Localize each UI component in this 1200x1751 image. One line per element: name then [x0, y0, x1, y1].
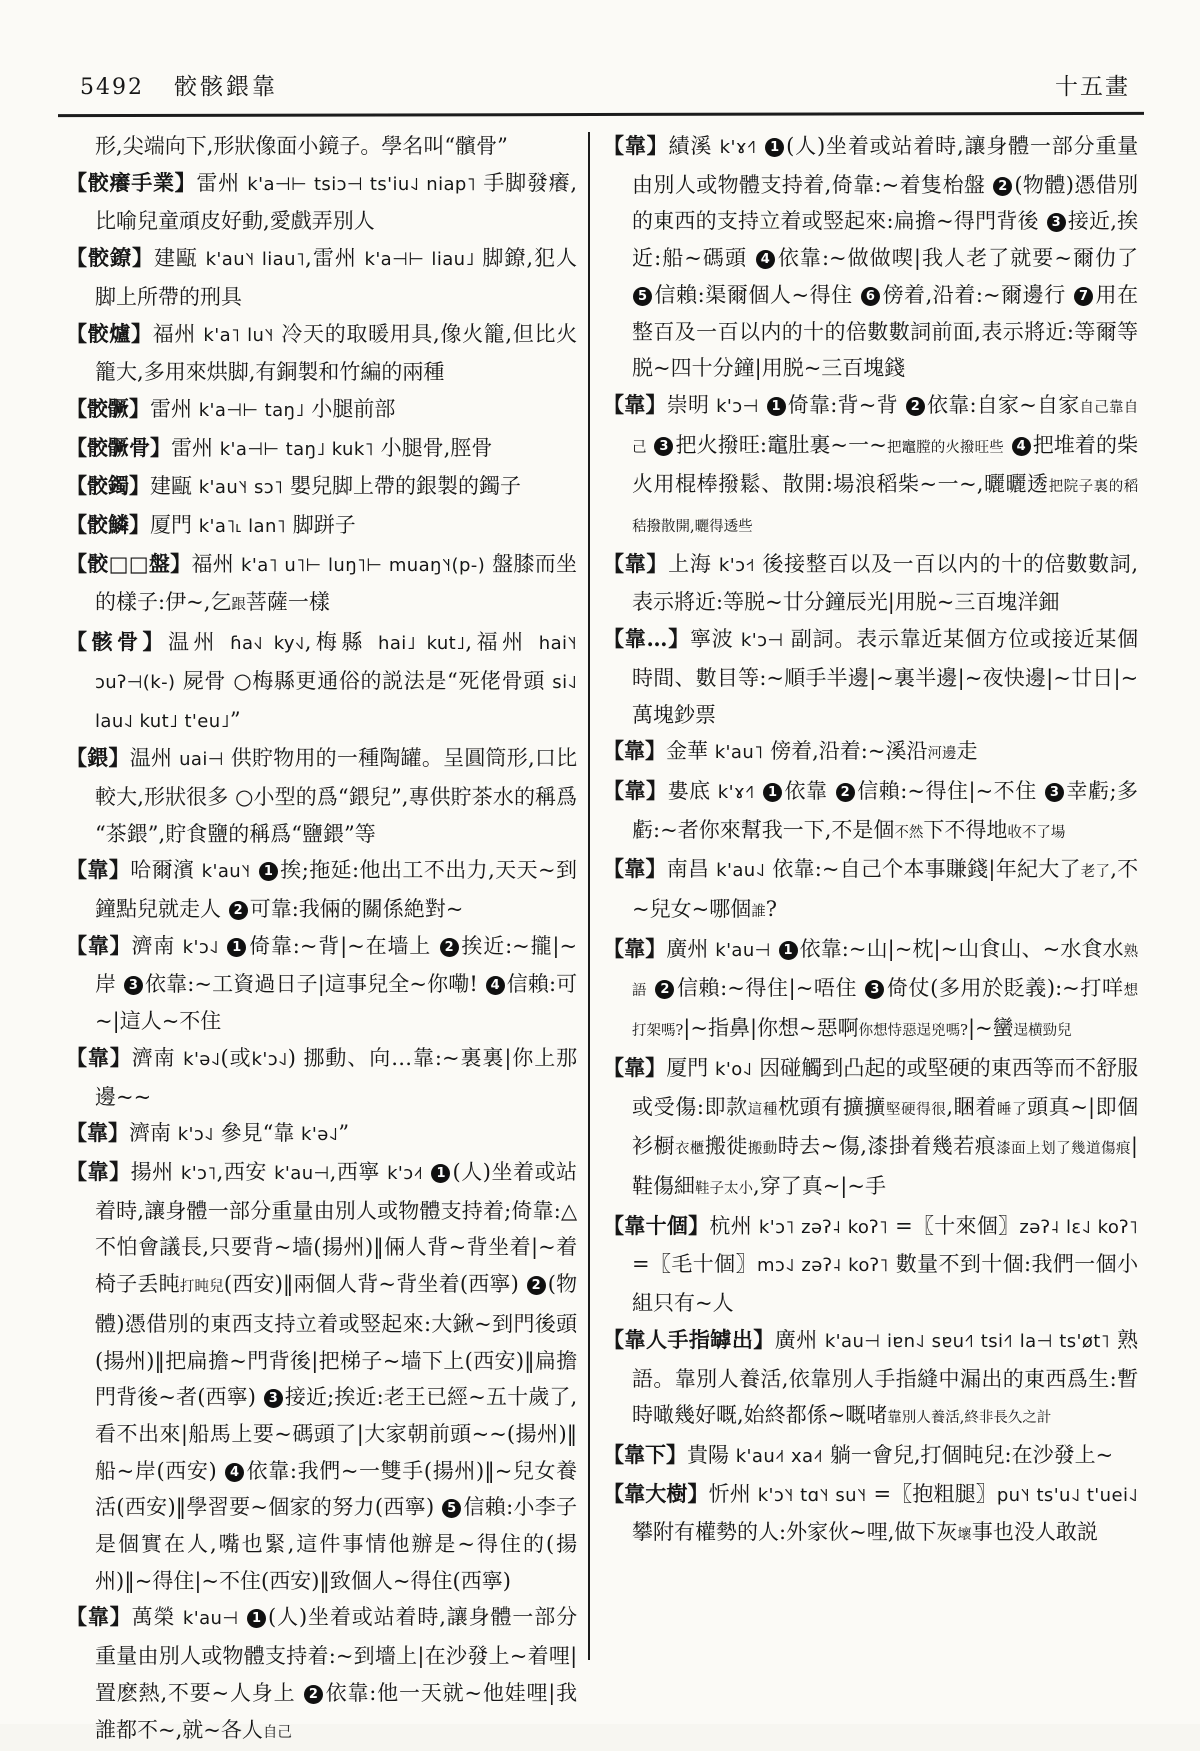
- dict-entry: [66, 316, 577, 391]
- dict-entry: [603, 733, 1138, 773]
- definition-text: 建甌: [150, 474, 192, 499]
- definition-text: 事也没人敢説: [971, 1520, 1098, 1545]
- definition-text: 婁底: [667, 778, 711, 803]
- definition-text: 枕頭有擴擴: [777, 1094, 886, 1119]
- small-gloss: 漆面上划了幾道傷痕: [996, 1141, 1131, 1158]
- pronunciation: mɔ˨˩ zəʔ˨ koʔ˥: [756, 1255, 889, 1277]
- small-gloss: 壞: [957, 1527, 972, 1544]
- definition-text: 福州: [191, 551, 235, 576]
- definition-text: 因碰觸到凸起的或堅硬的東西等而不舒服或受傷:即款: [632, 1055, 1139, 1119]
- small-gloss: 這種: [747, 1101, 778, 1118]
- pronunciation: k'au⊣: [274, 1162, 330, 1184]
- pronunciation: hai˥˧ ɔuʔ⊣(k-): [95, 633, 578, 693]
- small-gloss: 堅硬得很: [885, 1101, 947, 1118]
- definition-text: 1 挨;拖延:他出工不出力,天天~到鐘點兒就走人 2 可靠:我倆的關係絶對~: [95, 858, 578, 922]
- small-gloss: 老了: [1080, 864, 1111, 881]
- pronunciation: k'a˥ lu˥˧: [203, 324, 274, 346]
- sense-number: 2: [304, 1685, 323, 1704]
- pronunciation: hai˩ kut˩: [378, 633, 466, 655]
- pronunciation: k'ɔ˥: [180, 1162, 217, 1184]
- definition-text: 建甌: [153, 246, 198, 271]
- definition-text: 副詞。表示靠近某個方位或接近某個時間、數目等:~順手半邊|~裏半邊|~夜快邊|~廿日|~萬塊鈔票: [632, 627, 1139, 727]
- dict-entry: [603, 128, 1138, 387]
- headword: 【靠下】: [603, 1441, 687, 1467]
- small-gloss: 鞋子太小: [695, 1180, 753, 1197]
- sense-number: 3: [654, 437, 673, 456]
- headword: 【骹鱗】: [66, 512, 150, 538]
- pronunciation: k'au˥˧ sɔ˥: [198, 477, 284, 499]
- small-gloss: 把竈膛的火撥旺些: [886, 439, 1004, 456]
- definition-text: 攀附有權勢的人:外家伙~哩,做下灰: [632, 1520, 958, 1545]
- small-gloss: 誰: [751, 904, 766, 921]
- headword: 【靠】: [603, 856, 667, 882]
- definition-text: 1 (人)坐着或站着時,讓身體一部分重量由別人或物體支持着,倚靠:~着隻枱盤 2 (物體)憑借別的東西的支持立着或竪起來:扁擔~得門背後 3 接近,挨近:船~碼頭 4 依靠:~做做喫|我人老了就要~爾仂了 5 信賴:渠爾個人~得住 6 傍着,沿着:~爾邊行 7 用在整百及一百以内的十的倍數數詞前面,表示將近:等爾等脱~四十分鐘|用脱~三百塊錢: [632, 134, 1139, 381]
- headword: 【靠十個】: [603, 1212, 710, 1238]
- definition-text: ,福州: [465, 630, 528, 655]
- dict-entry: [66, 240, 577, 315]
- definition-text: 績溪: [668, 134, 713, 158]
- definition-text: 福州: [152, 321, 197, 346]
- small-gloss: 跟: [231, 597, 246, 614]
- sense-number: 1: [227, 938, 246, 957]
- sense-number: 2: [229, 901, 248, 920]
- dict-entry: [603, 546, 1138, 621]
- pronunciation: k'au˥˧: [201, 861, 251, 883]
- definition-text: 後接整百以及一百以内的十的倍數數詞,表示將近:等脱~廿分鐘辰光|用脱~三百塊洋鈿: [632, 551, 1139, 615]
- headword: 【骹癢手業】: [66, 169, 197, 195]
- column-divider: [588, 132, 590, 1660]
- definition-text: 南昌: [666, 857, 710, 882]
- dict-entry: [603, 621, 1138, 733]
- headword: 【骹□□盤】: [66, 550, 192, 576]
- dict-entry: [66, 1154, 577, 1599]
- pronunciation: k'ɔ˨˩: [177, 1124, 214, 1146]
- definition-text: 冷天的取暖用具,像火籠,但比火籠大,多用來烘脚,有銅製和竹編的兩種: [95, 321, 578, 385]
- sense-number: 3: [1045, 783, 1064, 802]
- dict-entry: [603, 387, 1138, 546]
- headword: 【骹爐】: [66, 320, 153, 346]
- definition-text: 菩薩一樣: [245, 590, 330, 615]
- definition-text: ?: [765, 897, 777, 922]
- small-gloss: 逞横勁兒: [1013, 1023, 1072, 1040]
- definition-text: 忻州: [708, 1481, 751, 1506]
- definition-text: 嬰兒脚上帶的銀製的鐲子: [290, 474, 521, 499]
- definition-text: 揚州: [130, 1159, 174, 1184]
- definition-text: 依靠:~自己个本事賺錢|年紀大了: [772, 857, 1081, 882]
- small-gloss: 你想恃惡逞兇嗎?: [858, 1023, 968, 1040]
- small-gloss: 自己: [262, 1724, 292, 1741]
- headword: 【靠】: [66, 857, 131, 883]
- dict-entry: [66, 852, 577, 927]
- definition-text: 熟語。靠別人養活,依靠別人手指縫中漏出的東西爲生:暫時噉幾好嘅,始終都係~嘅啫: [632, 1327, 1139, 1428]
- headword: 【靠】: [603, 550, 669, 576]
- headword: 【靠人手指罅出】: [603, 1326, 775, 1352]
- dict-entry: [603, 931, 1138, 1050]
- sense-number: 6: [861, 287, 880, 306]
- definition-text: 2 信賴:~得住|~唔住 3 倚仗(多用於貶義):~打咩: [647, 976, 1123, 1000]
- definition-text: ,不~兒女~哪個: [632, 857, 1139, 922]
- pronunciation: k'au˨˦ xa˨˦: [735, 1445, 824, 1467]
- definition-text: ,梅縣: [304, 630, 367, 655]
- definition-text: 崇明: [666, 392, 710, 417]
- definition-text: ”: [229, 707, 241, 732]
- pronunciation: k'ɔ˨˩: [251, 1048, 288, 1070]
- small-gloss: 收不了場: [1007, 824, 1066, 841]
- pronunciation: k'ɔ˨˦: [387, 1162, 424, 1184]
- small-gloss: 睡了: [996, 1101, 1028, 1118]
- dict-entry: [603, 1208, 1138, 1322]
- definition-text: 厦門: [150, 513, 192, 538]
- dict-entry: [66, 1599, 577, 1751]
- pronunciation: k'au˨˩: [716, 860, 766, 882]
- definition-text: 貴陽: [687, 1442, 729, 1467]
- headword: 【靠】: [66, 1120, 129, 1146]
- definition-text: |~指鼻|你想~惡啊: [683, 1016, 859, 1041]
- pronunciation: k'ɔ˧˦: [718, 554, 756, 576]
- page-number: 5492: [80, 75, 144, 100]
- definition-text: 金華: [666, 739, 708, 764]
- sense-number: 4: [1012, 437, 1031, 456]
- headword: 【靠】: [603, 1054, 667, 1080]
- small-gloss: 把院子裏的稻秸撥散開,曬得透些: [632, 479, 1139, 536]
- headword: 【骸骨】: [66, 629, 168, 655]
- sense-number: 1: [765, 138, 784, 157]
- pronunciation: k'ɔ˥ zəʔ˨ koʔ˥: [758, 1216, 889, 1238]
- definition-text: 傍着,沿着:~溪沿: [770, 739, 928, 764]
- dict-entry: [66, 546, 577, 624]
- small-gloss: 不然: [894, 824, 924, 841]
- definition-text: 哈爾濱: [130, 858, 195, 883]
- headword: 【鍡】: [66, 745, 130, 771]
- definition-text: ,西安: [216, 1159, 267, 1184]
- pronunciation: uai⊣: [179, 749, 224, 771]
- definition-text: =〖抱粗腿〗: [873, 1481, 997, 1506]
- dict-entry: [603, 1050, 1138, 1208]
- sense-number: 1: [779, 941, 798, 960]
- sense-number: 1: [431, 1164, 450, 1183]
- dict-entry: [66, 928, 577, 1040]
- pronunciation: k'ɔ⊣: [716, 395, 759, 417]
- definition-text: 手脚發癢,比喻兒童頑皮好動,愛戲弄別人: [95, 170, 578, 234]
- dict-entry: [66, 507, 577, 546]
- definition-text: ,雷州: [305, 246, 357, 271]
- definition-text: 1 依靠 2 信賴:~得住|~不住 3 幸虧;多虧:~者你來幫我一下,不是個: [632, 778, 1139, 842]
- pronunciation: k'ɔ˨˩: [182, 936, 219, 958]
- definition-text: 厦門: [666, 1055, 709, 1080]
- guide-words: 骹骸鍡靠: [174, 74, 278, 100]
- definition-text: 頭真~|即個衫橱: [632, 1094, 1139, 1159]
- dict-entry: [66, 468, 577, 507]
- definition-text: 參見“靠: [220, 1121, 295, 1146]
- dict-entry: [66, 165, 577, 240]
- dict-entry: [66, 624, 577, 740]
- definition-text: 形,尖端向下,形狀像面小鏡子。學名叫“髕骨”: [95, 134, 508, 158]
- pronunciation: k'a⊣⊢ tsiɔ⊣ ts'iu˨˩ niap˥: [247, 173, 477, 195]
- headword: 【骹𩪗骨】: [66, 434, 171, 460]
- pronunciation: k'au⊣: [715, 939, 771, 961]
- dict-entry: [603, 1322, 1138, 1437]
- pronunciation: k'o˨˩: [715, 1058, 753, 1080]
- sense-number: 3: [264, 1389, 283, 1408]
- dict-entry: [66, 740, 577, 852]
- page-header: [80, 68, 1130, 101]
- dict-entry: [66, 391, 577, 430]
- definition-text: 走: [956, 739, 978, 764]
- pronunciation: k'au⊣ iɐn˨˩ sɐu˧˥ tsi˧˥ la⊣ ts'øt˥: [824, 1330, 1111, 1352]
- headword: 【靠】: [66, 1604, 132, 1630]
- dict-entry: [66, 1040, 577, 1115]
- headword: 【靠】: [603, 935, 667, 961]
- sense-number: 2: [527, 1276, 546, 1295]
- definition-text: 供貯物用的一種陶罐。呈圓筒形,口比較大,形狀很多 ○小型的爲“鍡兒”,專供貯茶水的稱爲“茶鍡”,貯食鹽的稱爲“鹽鍡”等: [95, 746, 578, 846]
- definition-text: =〖十來個〗: [895, 1213, 1020, 1238]
- small-gloss: 自己靠自己: [632, 399, 1139, 456]
- sense-number: 3: [865, 980, 884, 999]
- sense-number: 2: [655, 980, 674, 999]
- headword: 【骹鐐】: [66, 245, 154, 271]
- pronunciation: zəʔ˨ lɛ˨˩ koʔ˥: [1019, 1216, 1139, 1238]
- definition-text: 濟南: [131, 933, 176, 958]
- definition-text: ) 挪動、向…靠:~裏裏|你上那邊~~: [95, 1045, 578, 1109]
- small-gloss: 想打架嗎?: [632, 983, 1139, 1040]
- sense-number: 1: [767, 397, 786, 416]
- pronunciation: k'a⊣⊢ taŋ˩ kuk˥: [219, 438, 374, 460]
- pronunciation: k'ɤ˧˥: [717, 781, 755, 803]
- pronunciation: k'ɔ⊣: [740, 630, 784, 652]
- pronunciation: k'a⊣⊢ liau˩: [364, 249, 475, 271]
- definition-text: ”: [338, 1121, 350, 1146]
- sense-number: 5: [633, 287, 652, 306]
- right-column: [603, 128, 1138, 1554]
- pronunciation: k'a˥˪ lan˥: [198, 516, 287, 538]
- definition-text: 脚跰子: [292, 513, 356, 538]
- sense-number: 7: [1074, 287, 1093, 306]
- headword: 【靠】: [603, 777, 668, 803]
- definition-text: 1 (人)坐着或站着時,讓身體一部分重量由別人或物體支持着;倚靠:△不怕會議長,只要背~墙(揚州)‖倆人背~背坐着|~着椅子丢盹: [95, 1159, 578, 1297]
- pronunciation: k'ə˨˩: [301, 1124, 339, 1146]
- dict-entry: [66, 1115, 577, 1154]
- definition-text: 脚鐐,犯人脚上所帶的刑具: [95, 246, 578, 309]
- sense-number: 5: [442, 1499, 461, 1518]
- headword: 【靠】: [603, 133, 669, 158]
- definition-text: 寧波: [689, 627, 734, 652]
- headword: 【靠】: [603, 391, 667, 417]
- sense-number: 2: [440, 938, 459, 957]
- small-gloss: 靠別人養活,終非長久之計: [887, 1410, 1052, 1427]
- definition-text: 盤膝而坐的樣子:伊~,乞: [95, 551, 577, 615]
- definition-text: |鞋傷細: [632, 1134, 1138, 1198]
- entry-continuation: [66, 128, 577, 165]
- definition-text: 時去~傷,漆掛着幾若痕: [777, 1134, 997, 1159]
- definition-text: 温州: [168, 630, 219, 655]
- pronunciation: k'ɤ˧˥: [719, 137, 757, 158]
- sense-number: 2: [993, 177, 1012, 196]
- sense-number: 4: [486, 976, 505, 995]
- definition-text: (或: [220, 1045, 252, 1070]
- sense-number: 4: [225, 1463, 244, 1482]
- headword: 【骹𩪗】: [66, 395, 150, 421]
- definition-text: 1 (人)坐着或站着時,讓身體一部分重量由別人或物體支持着:~到墻上|在沙發上~着哩|置麽熱,不要~人身上 2 依靠:他一天就~他娃哩|我誰都不~,就~各人: [95, 1605, 578, 1742]
- definition-text: 廣州: [666, 936, 709, 961]
- pronunciation: k'au⊣: [182, 1608, 239, 1630]
- stroke-count-label: 十五畫: [1055, 74, 1130, 100]
- definition-text: ,西寧: [329, 1159, 380, 1184]
- definition-text: 躺一會兒,打個盹兒:在沙發上~: [829, 1442, 1114, 1467]
- definition-text: 雷州: [150, 396, 192, 421]
- small-gloss: 衣櫃: [674, 1141, 705, 1158]
- definition-text: 上海: [668, 551, 712, 576]
- definition-text: 温州: [129, 746, 173, 771]
- definition-text: 1 倚靠:~背|~在墙上 2 挨近:~攏|~岸 3 依靠:~工資過日子|這事兒全~你嘞! 4 信賴:可~|這人~不住: [95, 933, 578, 1034]
- dict-entry: [603, 773, 1138, 851]
- sense-number: 3: [124, 976, 143, 995]
- pronunciation: k'ə˨˩: [183, 1048, 221, 1070]
- pronunciation: k'au˥˧ liau˥: [205, 249, 306, 271]
- definition-text: ,睏着: [946, 1094, 997, 1119]
- sense-number: 3: [1047, 213, 1066, 232]
- definition-text: =〖毛十個〗: [632, 1252, 757, 1277]
- sense-number: 1: [259, 862, 278, 881]
- sense-number: 2: [906, 397, 925, 416]
- definition-text: 杭州: [709, 1213, 752, 1238]
- definition-text: 濟南: [131, 1045, 176, 1070]
- sense-number: 1: [247, 1609, 266, 1628]
- definition-text: 雷州: [171, 435, 213, 460]
- pronunciation: k'au˥: [714, 742, 764, 764]
- definition-text: 廣州: [774, 1327, 818, 1352]
- sense-number: 2: [836, 783, 855, 802]
- definition-text: 萬榮: [131, 1605, 176, 1630]
- sense-number: 4: [756, 250, 775, 269]
- definition-text: 濟南: [129, 1121, 171, 1146]
- pronunciation: pu˥˧ ts'u˨˩ t'uei˨˩: [996, 1484, 1139, 1506]
- definition-text: 小腿前部: [311, 396, 396, 421]
- pronunciation: si˨˩ lau˨˩ kut˩ t'eu˩: [95, 671, 578, 732]
- definition-text: 3 把火撥旺:竈肚裏~一~: [647, 433, 887, 457]
- headword: 【靠】: [603, 738, 666, 764]
- definition-text: 雷州: [196, 170, 240, 195]
- small-gloss: 熟語: [632, 943, 1139, 1000]
- dict-entry: [66, 430, 577, 469]
- left-column: [66, 128, 577, 1751]
- headword: 【靠】: [66, 932, 132, 958]
- definition-text: 4 把堆着的柴火用棍棒撥鬆、散開:場浪稻柴~一~,曬曬透: [632, 432, 1139, 497]
- definition-text: 下不得地: [923, 817, 1008, 842]
- definition-text: 屍骨 ○梅縣更通俗的説法是“死佬骨頭: [182, 668, 545, 693]
- dict-entry: [603, 851, 1138, 930]
- headword: 【靠大樹】: [603, 1480, 709, 1506]
- definition-text: 1 倚靠:背~背 2 依靠:自家~自家: [759, 393, 1080, 417]
- definition-text: 數量不到十個:我們一個小組只有~人: [632, 1252, 1139, 1316]
- pronunciation: k'ɔ˥˧ tɑ˥˧ su˥˧: [757, 1484, 867, 1506]
- header-left: [80, 68, 278, 101]
- definition-text: 搬徙: [704, 1134, 748, 1159]
- dict-entry: [603, 1437, 1138, 1476]
- pronunciation: k'a⊣⊢ taŋ˩: [198, 399, 305, 421]
- headword: 【靠】: [66, 1158, 131, 1184]
- header-rule: [58, 112, 1144, 117]
- dict-entry: [603, 1476, 1138, 1554]
- headword: 【骹鐲】: [66, 473, 150, 499]
- small-gloss: 打盹兒: [179, 1279, 224, 1296]
- definition-text: 小腿骨,脛骨: [380, 435, 493, 460]
- pronunciation: ɦa˧˩ ky˧˩: [230, 633, 305, 655]
- small-gloss: 搬動: [747, 1141, 778, 1158]
- small-gloss: 河邊: [927, 746, 957, 763]
- definition-text: ,穿了真~|~手: [753, 1173, 886, 1198]
- headword: 【靠…】: [603, 626, 690, 652]
- pronunciation: k'a˥ u˥⊢ luŋ˥⊢ muaŋ˥˧(p-): [241, 554, 486, 576]
- sense-number: 1: [763, 783, 782, 802]
- definition-text: (西安)‖兩個人背~背坐着(西寧) 2 (物體)憑借別的東西支持立着或竪起來:大鍬~到門後頭(揚州)‖把扁擔~門背後|把梯子~墙下上(西安)‖扁擔門背後~者(西寧) 3 接近;挨近:老王已經~五十歲了,看不出來|船馬上要~碼頭了|大家朝前頭~~(揚州)‖船~岸(西安) 4 依靠:我們~一雙手(揚州)‖~兒女養活(西安)‖學習要~個家的努力(西寧) 5 信賴:小李子是個實在人,嘴也緊,這件事情他辦是~得住的(揚州)‖~得住|~不住(西安)‖致個人~得住(西寧): [95, 1272, 578, 1593]
- definition-text: |~蠻: [967, 1016, 1014, 1041]
- headword: 【靠】: [66, 1044, 132, 1070]
- definition-text: 1 依靠:~山|~枕|~山食山、~水食水: [771, 937, 1124, 961]
